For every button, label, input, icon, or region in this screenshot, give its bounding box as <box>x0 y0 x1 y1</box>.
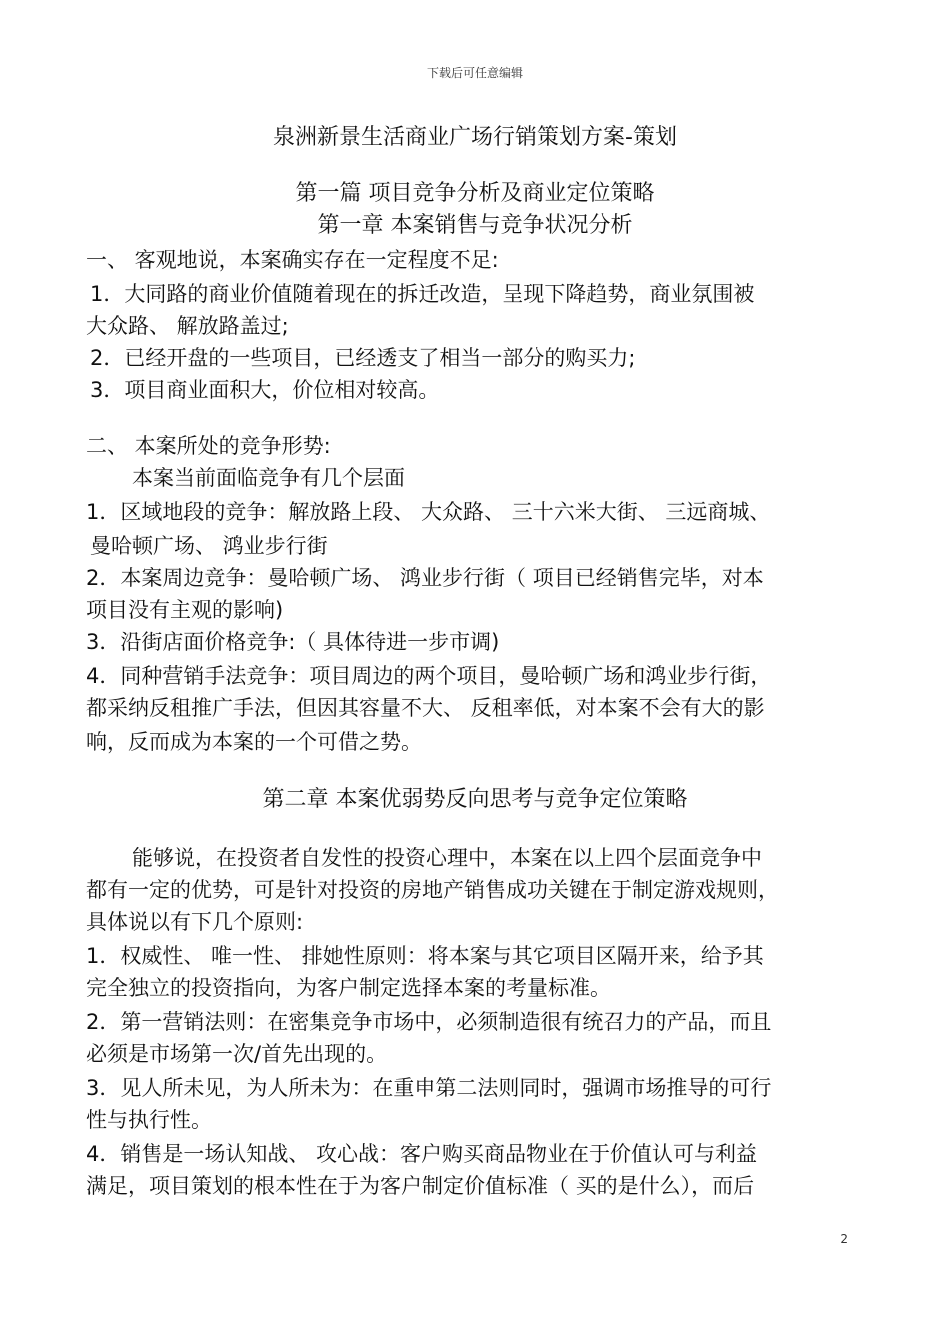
part-title: 第一篇 项目竞争分析及商业定位策略 <box>295 181 655 206</box>
principle-line: 性与执行性。 <box>86 1108 212 1132</box>
principle-line: 满足，项目策划的根本性在于为客户制定价值标准（ 买的是什么），而后 <box>86 1174 755 1198</box>
principle-line: 完全独立的投资指向，为客户制定选择本案的考量标准。 <box>86 976 611 1000</box>
section-2-intro: 本案当前面临竞争有几个层面 <box>132 466 405 490</box>
section-2-item: 1．区域地段的竞争：解放路上段、 大众路、 三十六米大街、 三远商城、 <box>86 500 771 524</box>
section-2-item: 项目没有主观的影响) <box>86 598 284 622</box>
document-title: 泉洲新景生活商业广场行销策划方案-策划 <box>273 125 677 150</box>
principle-line: 必须是市场第一次/首先出现的。 <box>86 1042 388 1066</box>
section-1-item: 1．大同路的商业价值随着现在的拆迁改造，呈现下降趋势，商业氛围被 <box>90 282 755 306</box>
section-1-item: 2．已经开盘的一些项目，已经透支了相当一部分的购买力; <box>90 346 636 370</box>
section-1-item: 3．项目商业面积大，价位相对较高。 <box>90 378 440 402</box>
header-note: 下载后可任意编辑 <box>426 66 523 80</box>
section-2-heading: 二、 本案所处的竞争形势: <box>86 434 331 458</box>
principle-line: 2．第一营销法则：在密集竞争市场中，必须制造很有统召力的产品，而且 <box>86 1010 772 1034</box>
chapter-2-title: 第二章 本案优弱势反向思考与竞争定位策略 <box>262 787 688 812</box>
section-2-item: 2．本案周边竞争：曼哈顿广场、 鸿业步行街（ 项目已经销售完毕，对本 <box>86 566 764 590</box>
chapter-1-title: 第一章 本案销售与竞争状况分析 <box>317 213 633 238</box>
section-1-heading: 一、 客观地说，本案确实存在一定程度不足: <box>86 248 499 272</box>
principle-line: 3．见人所未见，为人所未为：在重申第二法则同时，强调市场推导的可行 <box>86 1076 772 1100</box>
principle-line: 1．权威性、 唯一性、 排她性原则：将本案与其它项目区隔开来，给予其 <box>86 944 764 968</box>
section-2-item: 都采纳反租推广手法，但因其容量不大、 反租率低，对本案不会有大的影 <box>86 696 765 720</box>
section-1-item: 大众路、 解放路盖过; <box>86 314 289 338</box>
section-2-item: 4．同种营销手法竞争：项目周边的两个项目，曼哈顿广场和鸿业步行街， <box>86 664 772 688</box>
chapter-2-intro-line: 能够说，在投资者自发性的投资心理中，本案在以上四个层面竞争中 <box>132 846 762 870</box>
chapter-2-intro-line: 具体说以有下几个原则: <box>86 910 304 934</box>
page-number: 2 <box>840 1232 848 1246</box>
section-2-item: 3．沿街店面价格竞争:（ 具体待进一步市调) <box>86 630 500 654</box>
section-2-item: 曼哈顿广场、 鸿业步行街 <box>90 534 328 558</box>
section-2-item: 响，反而成为本案的一个可借之势。 <box>86 730 422 754</box>
principle-line: 4．销售是一场认知战、 攻心战：客户购买商品物业在于价值认可与利益 <box>86 1142 758 1166</box>
chapter-2-intro-line: 都有一定的优势，可是针对投资的房地产销售成功关键在于制定游戏规则， <box>86 878 779 902</box>
